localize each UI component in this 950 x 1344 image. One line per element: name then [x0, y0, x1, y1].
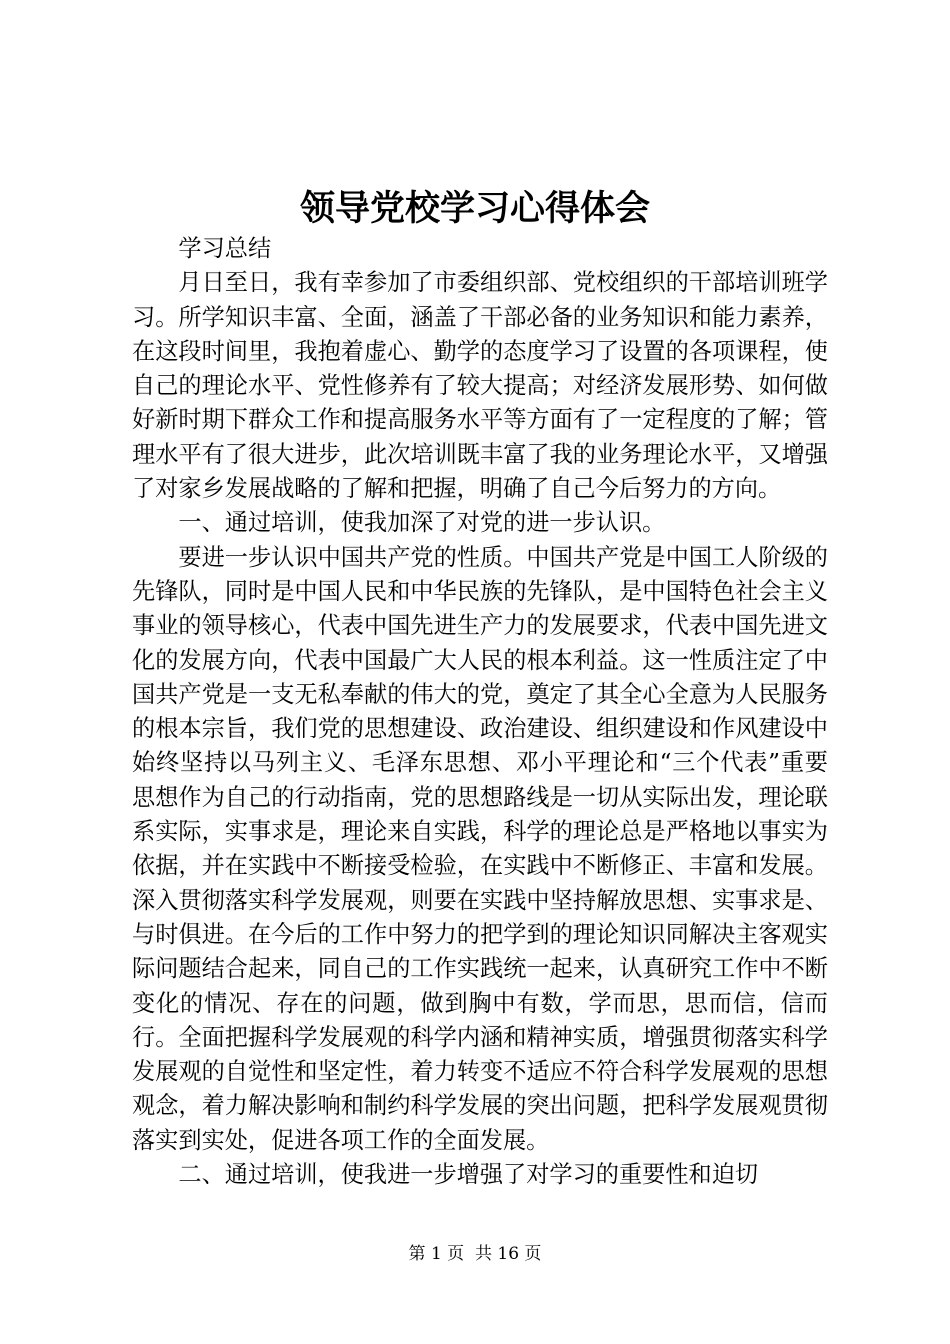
paragraph-section-1-body: 要进一步认识中国共产党的性质。中国共产党是中国工人阶级的先锋队，同时是中国人民和中华民族的先锋队，是中国特色社会主义事业的领导核心，代表中国先进生产力的发展要求，代表中国先进文化的发展方向，代表中国最广大人民的根本利益。这一性质注定了中国共产党是一支无私奉献的伟大的党，奠定了其全心全意为人民服务的根本宗旨，我们党的思想建设、政治建设、组织建设和作风建设中始终坚持以马列主义、毛泽东思想、邓小平理论和“三个代表”重要思想作为自己的行动指南，党的思想路线是一切从实际出发，理论联系实际，实事求是，理论来自实践，科学的理论总是严格地以事实为依据，并在实践中不断接受检验，在实践中不断修正、丰富和发展。深入贯彻落实科学发展观，则要在实践中坚持解放思想、实事求是、与时俱进。在今后的工作中努力的把学到的理论知识同解决主客观实际问题结合起来，同自己的工作实践统一起来，认真研究工作中不断变化的情况、存在的问题，做到胸中有数，学而思，思而信，信而行。全面把握科学发展观的科学内涵和精神实质，增强贯彻落实科学发展观的自觉性和坚定性，着力转变不适应不符合科学发展观的思想观念，着力解决影响和制约科学发展的突出问题，把科学发展观贯彻落实到实处，促进各项工作的全面发展。: [132, 543, 828, 1154]
paragraph-section-2-heading: 二、通过培训，使我进一步增强了对学习的重要性和迫切: [178, 1161, 759, 1189]
page-footer: [0, 1242, 950, 1266]
paragraph-heading-summary: 学习总结: [178, 235, 272, 262]
document-title: 领导党校学习心得体会: [299, 189, 650, 229]
page-number: 第 1 页: [408, 1244, 465, 1264]
page-total: 共 16 页: [474, 1244, 542, 1264]
paragraph-intro: 月日至日，我有幸参加了市委组织部、党校组织的干部培训班学习。所学知识丰富、全面，涵盖了干部必备的业务知识和能力素养，在这段时间里，我抱着虚心、勤学的态度学习了设置的各项课程，使自己的理论水平、党性修养有了较大提高；对经济发展形势、如何做好新时期下群众工作和提高服务水平等方面有了一定程度的了解；管理水平有了很大进步，此次培训既丰富了我的业务理论水平，又增强了对家乡发展战略的了解和把握，明确了自己今后努力的方向。: [132, 269, 828, 503]
document-body: [132, 232, 828, 1192]
paragraph-section-1-heading: 一、通过培训，使我加深了对党的进一步认识。: [178, 509, 666, 537]
